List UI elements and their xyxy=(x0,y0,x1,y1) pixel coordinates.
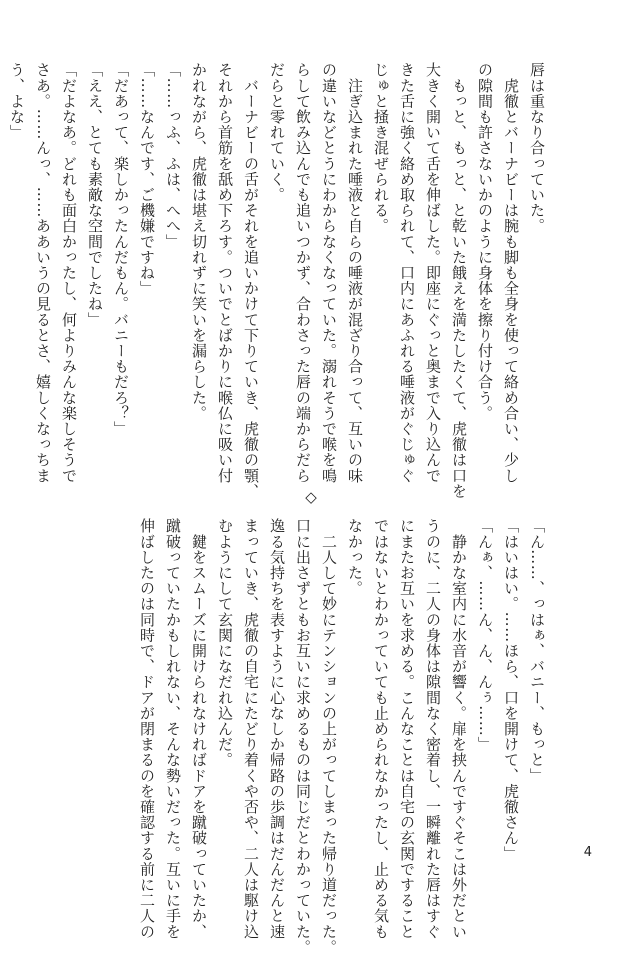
text-line: 虎徹とバーナビーは腕も脚も全身を使って絡め合い、少し xyxy=(502,62,520,484)
text-line: なかった。 xyxy=(346,518,364,596)
upper-text-block xyxy=(4,62,550,499)
text-line: まっていき、虎徹の自宅にたどり着くや否や、二人は駆け込 xyxy=(242,518,260,940)
text-line: 「ん……、っはぁ、バニー、もっと」 xyxy=(528,518,546,784)
text-line: 大きく開いて舌を伸ばした。即座にぐっと奥まで入り込んで xyxy=(424,62,442,484)
text-line: 注ぎ込まれた唾液と自らの唾液が混ざり合って、互いの味 xyxy=(346,62,364,484)
text-line: 伸ばしたのは同時で、ドアが閉まるのを確認する前に二人の xyxy=(138,518,156,940)
text-line: ではないとわかっていても止められなかったし、止める気も xyxy=(372,518,390,940)
text-line: 「……なんです、ご機嫌ですね」 xyxy=(138,62,156,296)
text-line: 逸る気持ちを表すように心なしか帰路の歩調はだんだんと速 xyxy=(268,518,286,940)
text-line: かれながら、虎徹は堪え切れずに笑いを漏らした。 xyxy=(190,62,208,421)
text-line: 「だあって、楽しかったんだもん。バニーもだろ？」 xyxy=(112,62,130,437)
text-line: じゅと掻き混ぜられる。 xyxy=(372,62,390,234)
text-line: 「だよなあ。どれも面白かったし、何よりみんな楽しそうで xyxy=(60,62,78,484)
text-line: さあ。……んっ、……ああいうの見るとさ、嬉しくなっちま xyxy=(34,62,52,484)
text-line: う、よな」 xyxy=(8,62,26,140)
text-line: それから首筋を舐め下ろす。ついでとばかりに喉仏に吸い付 xyxy=(216,62,234,484)
text-line: 二人して妙にテンションの上がってしまった帰り道だった。 xyxy=(320,518,338,955)
text-line: きた舌に強く絡め取られて、口内にあふれる唾液がぐじゅぐ xyxy=(398,62,416,484)
text-line: うのに、二人の身体は隙間なく密着し、一瞬離れた唇はすぐ xyxy=(424,518,442,940)
text-line: 鍵をスムーズに開けられなければドアを蹴破っていたか、 xyxy=(190,518,208,940)
text-line: 口に出さずともお互いに求めるものは同じだとわかっていた。 xyxy=(294,518,312,955)
lower-text-block xyxy=(134,518,550,955)
text-line: 蹴破っていたかもしれない、そんな勢いだった。互いに手を xyxy=(164,518,182,940)
text-line: 静かな室内に水音が響く。扉を挟んですぐそこは外だとい xyxy=(450,518,468,940)
page-number: 4 xyxy=(583,845,592,860)
text-line: バーナビーの舌がそれを追いかけて下りていき、虎徹の顎、 xyxy=(242,62,260,499)
text-line: 「はいはい。……ほら、口を開けて、虎徹さん」 xyxy=(502,518,520,862)
text-line: もっと、もっと、と乾いた餓えを満たしたくて、虎徹は口を xyxy=(450,62,468,499)
text-line: の違いなどとうにわからなくなっていた。溺れそうで喉を鳴 xyxy=(320,62,338,484)
text-line: の隙間も許さないかのように身体を擦り付け合う。 xyxy=(476,62,494,421)
text-line: むようにして玄関になだれ込んだ。 xyxy=(216,518,234,768)
text-line: だらと零れていく。 xyxy=(268,62,286,203)
text-line: にまたお互いを求める。こんなことは自宅の玄関ですること xyxy=(398,518,416,940)
text-line: 「……っふ、ふは、へへ」 xyxy=(164,62,182,250)
text-line: 「ええ、とても素敵な空間でしたね」 xyxy=(86,62,104,328)
section-divider: ◇ xyxy=(302,488,320,506)
text-line: 「んぁ、……ん、ん、んぅ……」 xyxy=(476,518,494,752)
text-line: 唇は重なり合っていた。 xyxy=(528,62,546,234)
text-line: らして飲み込んでも追いつかず、合わさった唇の端からだら xyxy=(294,62,312,484)
